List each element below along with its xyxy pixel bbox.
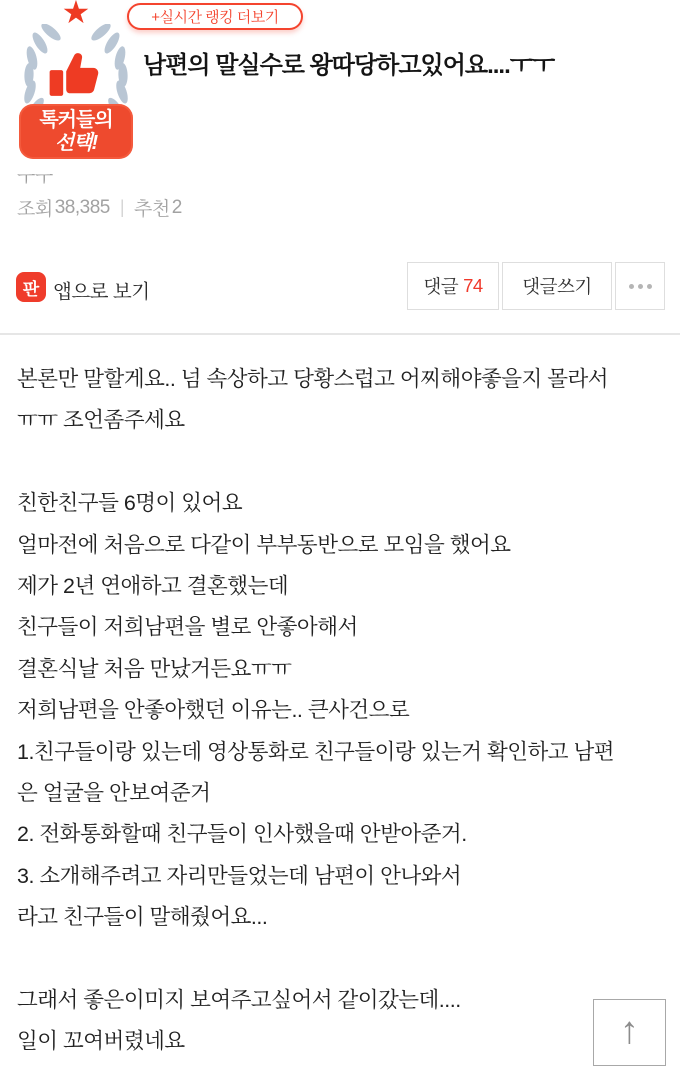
comments-button[interactable]: [407, 262, 499, 310]
thumbs-up-icon: [48, 48, 104, 104]
ellipsis-icon: [638, 284, 643, 289]
view-in-app-link[interactable]: 앱으로 보기: [53, 281, 150, 303]
ellipsis-icon: [629, 284, 634, 289]
body-line: 은 얼굴을 안보여준거: [17, 780, 211, 805]
body-line-blank: [17, 442, 667, 483]
star-icon: ★: [61, 0, 91, 30]
write-comment-button[interactable]: [502, 262, 612, 310]
body-line: 제가 2년 연애하고 결혼했는데: [17, 573, 289, 598]
body-line: ㅠㅠ 조언좀주세요: [17, 408, 185, 433]
views-label: 조회: [17, 199, 53, 220]
likes-value: 2: [171, 196, 182, 218]
post-body: [17, 359, 667, 1063]
body-line: 3. 소개해주려고 자리만들었는데 남편이 안나와서: [17, 863, 462, 888]
up-arrow-icon: ↑: [620, 1009, 639, 1052]
body-line: 친한친구들 6명이 있어요: [17, 491, 243, 516]
more-options-button[interactable]: [615, 262, 665, 310]
comment-button-group: [407, 262, 665, 310]
badge-ribbon: [19, 104, 133, 159]
body-line-blank: [17, 938, 667, 979]
body-line: 일이 꼬여버렸네요: [17, 1029, 185, 1054]
body-line: 본론만 말할게요.. 넘 속상하고 당황스럽고 어찌해야좋을지 몰라서: [17, 367, 609, 391]
badge-ribbon-line1: 톡커들의: [39, 108, 113, 131]
title-overflow-text: ㅜㅜ: [17, 169, 53, 190]
pann-app-icon[interactable]: 판: [16, 272, 46, 302]
talkers-choice-badge: [15, 2, 137, 160]
body-line: 1.친구들이랑 있는데 영상통화로 친구들이랑 있는거 확인하고 남편: [17, 739, 615, 764]
post-meta: [17, 194, 182, 221]
meta-separator: |: [119, 197, 125, 217]
body-line: 저희남편을 안좋아했던 이유는.. 큰사건으로: [17, 698, 410, 723]
views-value: 38,385: [54, 196, 110, 218]
write-comment-label: 댓글쓰기: [522, 276, 592, 297]
body-line: 결혼식날 처음 만났거든요ㅠㅠ: [17, 656, 292, 681]
comments-count: 74: [463, 275, 483, 296]
post-title: 남편의 말실수로 왕따당하고있어요....ㅜㅜ: [143, 52, 555, 79]
section-divider: [0, 333, 680, 335]
badge-ribbon-line2: 선택!: [54, 131, 98, 154]
likes-label: 추천: [134, 199, 170, 220]
comments-button-label: 댓글: [423, 276, 459, 297]
scroll-to-top-button[interactable]: [593, 999, 666, 1066]
body-line: 얼마전에 처음으로 다같이 부부동반으로 모임을 했어요: [17, 532, 511, 557]
body-line: 라고 친구들이 말해줬어요...: [17, 905, 268, 930]
body-line: 그래서 좋은이미지 보여주고싶어서 같이갔는데....: [17, 987, 461, 1012]
body-line: 친구들이 저희남편을 별로 안좋아해서: [17, 615, 358, 640]
realtime-ranking-more-button[interactable]: +실시간 랭킹 더보기: [127, 3, 303, 30]
body-line: 2. 전화통화할때 친구들이 인사했을때 안받아준거.: [17, 822, 467, 847]
ellipsis-icon: [647, 284, 652, 289]
